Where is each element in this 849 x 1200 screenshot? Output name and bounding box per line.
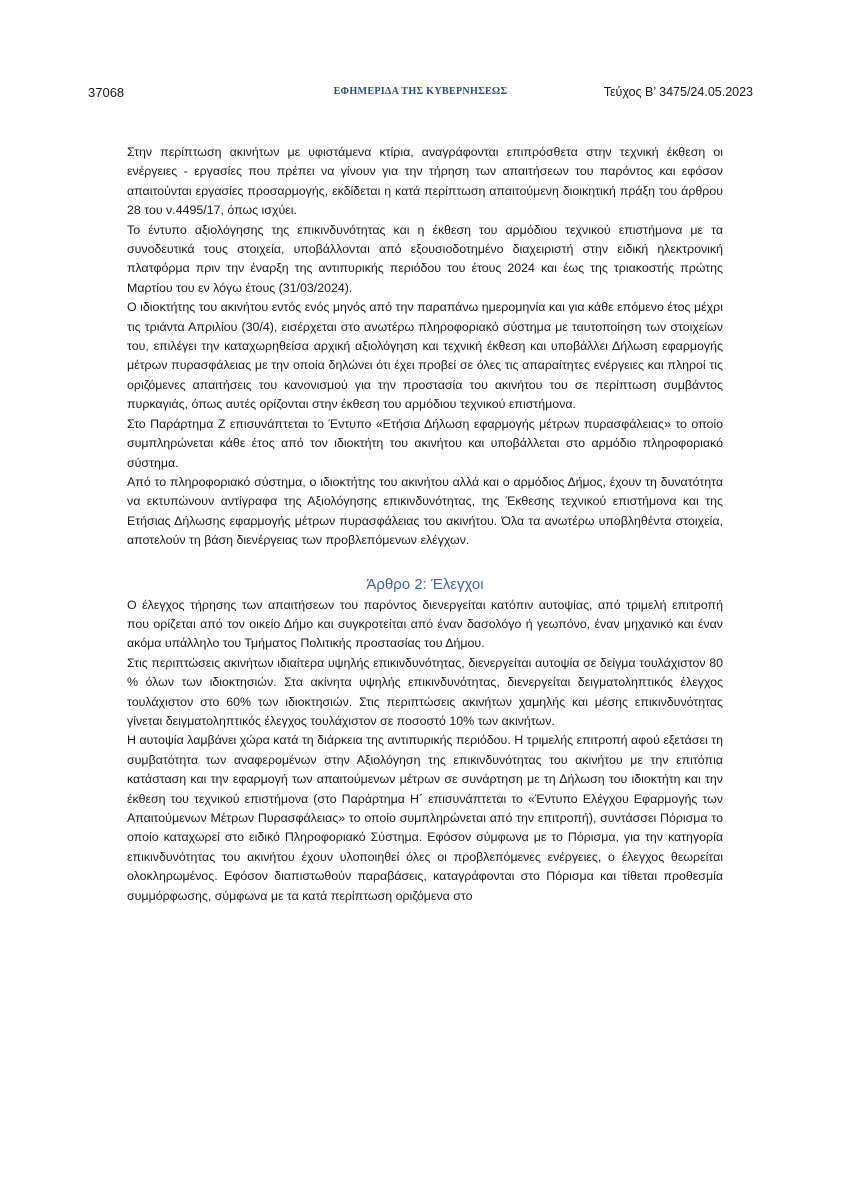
page-header — [88, 85, 753, 105]
article-heading: Άρθρο 2: Έλεγχοι — [366, 575, 484, 593]
article-paragraph: Η αυτοψία λαμβάνει χώρα κατά τη διάρκεια της αντιπυρικής περιόδου. Η τριμελής επιτροπή αφού εξετάσει τη συμβατότητα των αναφερομένων στην Αξιολόγηση της επικινδυνότητας του ακινήτου με την επιτόπια κατάσταση και την εφαρμογή των απαιτούμενων μέτρων σε συνάρτηση με τη Δήλωση του ιδιοκτήτη και την έκθεση του τεχνικού επιστήμονα (στο Παράρτημα Η΄ επισυνάπτεται το «Έντυπο Ελέγχου Εφαρμογής των Απαιτούμενων Μέτρων Πυρασφάλειας» το οποίο συμπληρώνεται από την επιτροπή), συντάσσει Πόρισμα το οποίο καταχωρεί στο ειδικό Πληροφοριακό Σύστημα. Εφόσον σύμφωνα με το Πόρισμα, για την κατηγορία επικινδυνότητας του ακινήτου έχουν υλοποιηθεί όλες οι προβλεπόμενες ενέργειες, ο έλεγχος θεωρείται ολοκληρωμένος. Εφόσον διαπιστωθούν παραβάσεις, καταγράφονται στο Πόρισμα και τίθεται προθεσμία συμμόρφωσης, σύμφωνα με τα κατά περίπτωση οριζόμενα στο — [127, 733, 723, 903]
issue-reference: Τεύχος Β’ 3475/24.05.2023 — [603, 85, 753, 99]
gazette-title: ΕΦΗΜΕΡΙΔΑ ΤΗΣ ΚΥΒΕΡΝΗΣΕΩΣ — [333, 85, 508, 97]
body-paragraph: Το έντυπο αξιολόγησης της επικινδυνότητας και η έκθεση του αρμόδιου τεχνικού επιστήμονα με τα συνοδευτικά τους στοιχεία, υποβάλλονται από εξουσιοδοτημένο διαχειριστή στην ειδική ηλεκτρονική πλατφόρμα πριν την έναρξη της αντιπυρικής περιόδου του έτους 2024 και έως της τριακοστής πρώτης Μαρτίου του εν λόγω έτους (31/03/2024). — [127, 222, 723, 295]
body-paragraph: Ο ιδιοκτήτης του ακινήτου εντός ενός μηνός από την παραπάνω ημερομηνία και για κάθε επόμενο έτος μέχρι τις τριάντα Απριλίου (30/4), εισέρχεται στο ανωτέρω πληροφοριακό σύστημα με ταυτοποίηση των στοιχείων του, επιλέγει την καταχωρηθείσα αρχική αξιολόγηση και τεχνική έκθεση και υποβάλλει Δήλωση εφαρμογής μέτρων πυρασφάλειας με την οποία δηλώνει ότι έχει προβεί σε όλες τις απαραίτητες ενέργειες και πληροί τις οριζόμενες απαιτήσεις του κανονισμού για την προστασία του ακινήτου του σε περίπτωση συμβάντος πυρκαγιάς, όπως αυτές ορίζονται στην έκθεση του αρμόδιου τεχνικού επιστήμονα. — [127, 300, 723, 412]
document-body — [127, 143, 723, 906]
body-paragraph: Από το πληροφοριακό σύστημα, ο ιδιοκτήτης του ακινήτου αλλά και ο αρμόδιος Δήμος, έχουν τη δυνατότητα να εκτυπώνουν αντίγραφα της Αξιολόγησης επικινδυνότητας, της Έκθεσης τεχνικού επιστήμονα και της Ετήσιας Δήλωσης εφαρμογής μέτρων πυρασφάλειας του ακινήτου. Όλα τα ανωτέρω υποβληθέντα στοιχεία, αποτελούν τη βάση διενέργειας των προβλεπόμενων ελέγχων. — [127, 474, 723, 548]
article-paragraph: Ο έλεγχος τήρησης των απαιτήσεων του παρόντος διενεργείται κατόπιν αυτοψίας, από τριμελή επιτροπή που ορίζεται από τον οικείο Δήμο και συγκροτείται από έναν δασολόγο ή γεωπόνο, έναν μηχανικό και έναν ακόμα υπάλληλο του Τμήματος Πολιτικής προστασίας του Δήμου. — [127, 597, 723, 651]
article-paragraph: Στις περιπτώσεις ακινήτων ιδιαίτερα υψηλής επικινδυνότητας, διενεργείται αυτοψία σε δείγμα τουλάχιστον 80 % όλων των ιδιοκτησιών. Στα ακίνητα υψηλής επικινδυνότητας, διενεργείται δειγματοληπτικός έλεγχος τουλάχιστον στο 60% των ιδιοκτησιών. Στις περιπτώσεις ακινήτων χαμηλής και μέσης επικινδυνότητας γίνεται δειγματοληπτικός έλεγχος τουλάχιστον σε ποσοστό 10% των ακινήτων. — [127, 655, 723, 728]
page-number: 37068 — [88, 85, 125, 100]
body-paragraph: Στην περίπτωση ακινήτων με υφιστάμενα κτίρια, αναγράφονται επιπρόσθετα στην τεχνική έκθεση οι ενέργειες - εργασίες που πρέπει να γίνουν για την τήρηση των απαιτήσεων του παρόντος και εφόσον απαιτούνται εργασίες προσαρμογής, εκδίδεται η κατά περίπτωση απαιτούμενη διοικητική πράξη του άρθρου 28 του ν.4495/17, όπως ισχύει. — [127, 145, 723, 218]
body-paragraph: Στο Παράρτημα Ζ επισυνάπτεται το Έντυπο «Ετήσια Δήλωση εφαρμογής μέτρων πυρασφάλειας» το οποίο συμπληρώνεται κάθε έτος από τον ιδιοκτήτη του ακινήτου και υποβάλλεται στο αρμόδιο πληροφοριακό σύστημα. — [127, 416, 723, 470]
